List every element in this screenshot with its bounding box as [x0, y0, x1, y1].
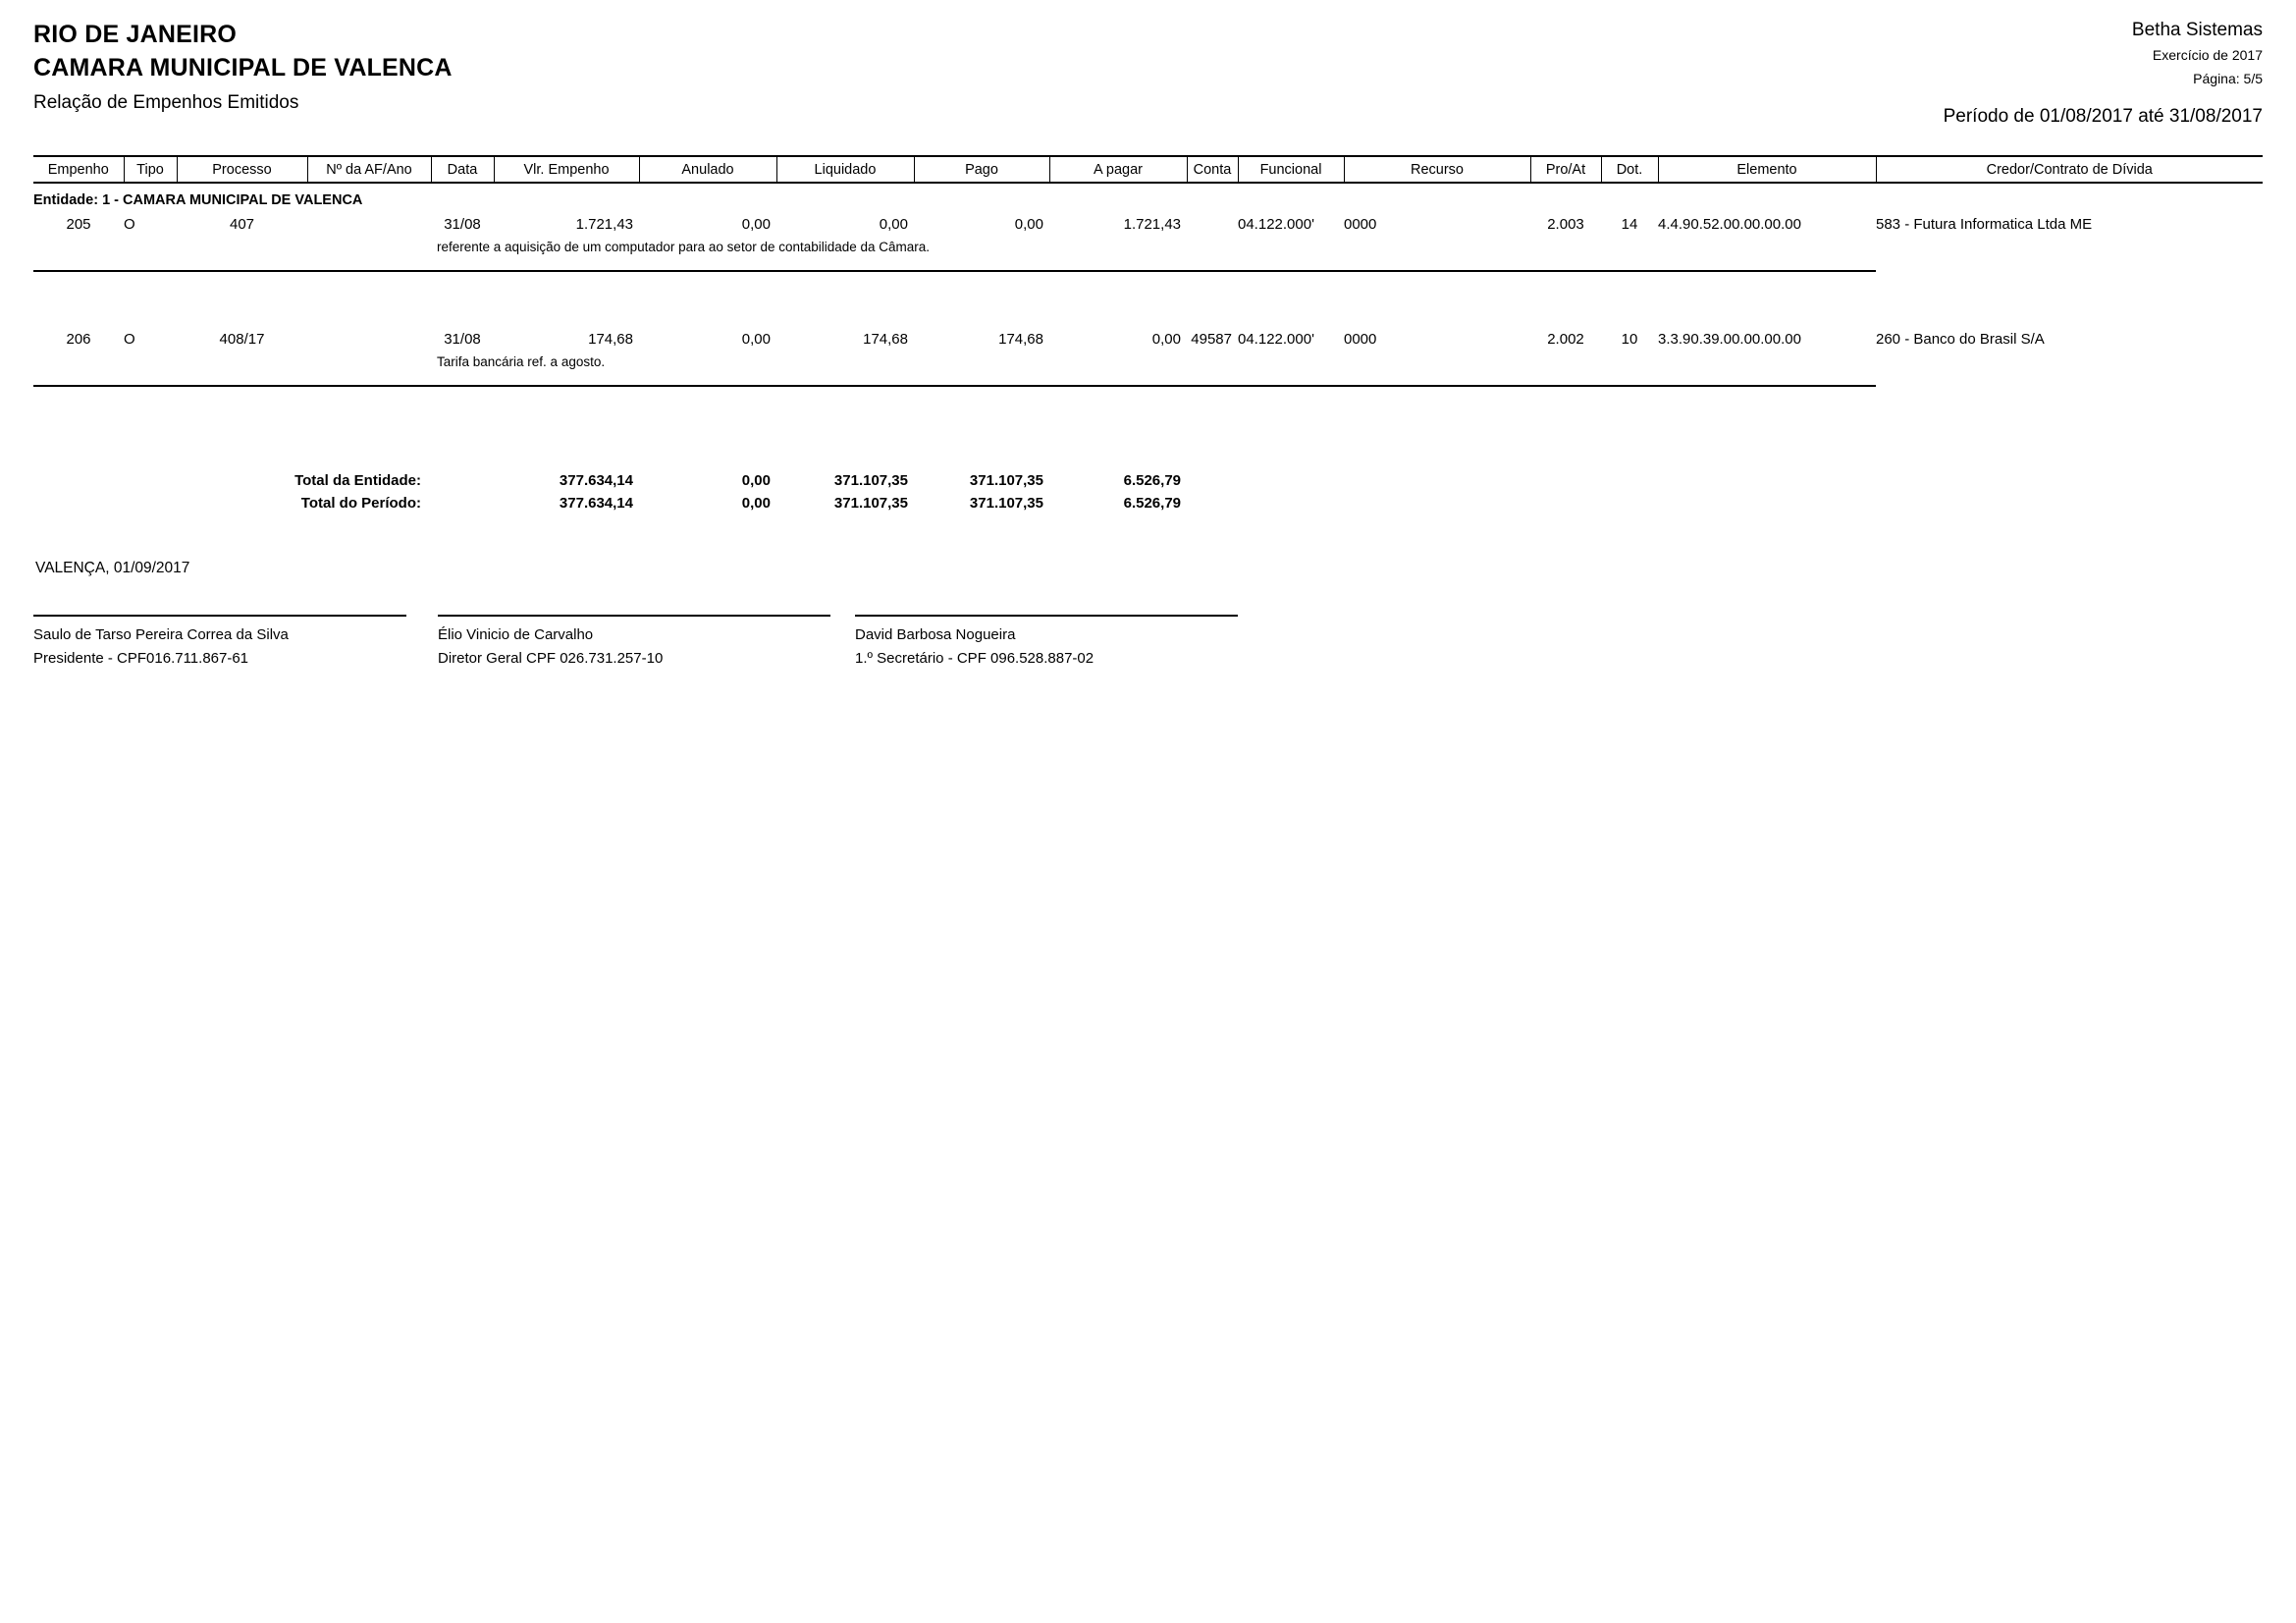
col-header-pago: Pago [914, 156, 1049, 183]
row-spacer [33, 272, 2263, 329]
state-name: RIO DE JANEIRO [33, 21, 237, 48]
total-entity-label: Total da Entidade: [294, 472, 421, 489]
cell-vlr-empenho: 1.721,43 [575, 216, 633, 233]
empenhos-table [33, 155, 2263, 514]
cell-pago: 174,68 [998, 331, 1043, 348]
signature-line [33, 615, 406, 617]
table-row [33, 329, 2263, 350]
brand-label: Betha Sistemas [2131, 20, 2263, 40]
report-header [33, 18, 2263, 155]
col-header-tipo: Tipo [124, 156, 177, 183]
total-period-liquidado: 371.107,35 [833, 495, 908, 512]
cell-pro-at: 2.003 [1547, 216, 1584, 233]
col-header-dot: Dot. [1601, 156, 1658, 183]
signature-line [438, 615, 830, 617]
col-header-vlr-empenho: Vlr. Empenho [494, 156, 639, 183]
cell-anulado: 0,00 [741, 216, 771, 233]
cell-data: 31/08 [444, 331, 481, 348]
cell-funcional: 04.122.000' [1238, 331, 1314, 348]
cell-liquidado: 174,68 [863, 331, 908, 348]
totals-row [33, 492, 2263, 514]
cell-vlr-empenho: 174,68 [588, 331, 633, 348]
table-row-description [33, 235, 2263, 258]
signature-block-diretor-geral [438, 609, 830, 671]
entity-group-label: Entidade: 1 - CAMARA MUNICIPAL DE VALENCA [33, 192, 363, 208]
header-left-block [33, 18, 453, 118]
total-period-vlr-empenho: 377.634,14 [559, 495, 633, 512]
cell-anulado: 0,00 [741, 331, 771, 348]
col-header-a-pagar: A pagar [1049, 156, 1187, 183]
total-entity-anulado: 0,00 [741, 472, 771, 489]
row-separator [33, 258, 2263, 272]
cell-processo: 408/17 [219, 331, 265, 348]
cell-empenho: 205 [66, 216, 91, 233]
entity-title: CAMARA MUNICIPAL DE VALENCA [33, 54, 453, 81]
cell-pro-at: 2.002 [1547, 331, 1584, 348]
cell-af-ano [307, 214, 431, 235]
table-row-description [33, 350, 2263, 373]
col-header-funcional: Funcional [1238, 156, 1344, 183]
exercise-label: Exercício de 2017 [2152, 47, 2263, 63]
col-header-anulado: Anulado [639, 156, 776, 183]
totals-row [33, 469, 2263, 492]
period-label: Período de 01/08/2017 até 31/08/2017 [1943, 106, 2263, 127]
cell-conta: 49587 [1191, 331, 1232, 348]
cell-liquidado: 0,00 [879, 216, 908, 233]
cell-processo: 407 [229, 216, 255, 233]
cell-elemento: 4.4.90.52.00.00.00.00 [1658, 216, 1801, 233]
col-header-af-ano: Nº da AF/Ano [307, 156, 431, 183]
total-period-a-pagar: 6.526,79 [1123, 495, 1181, 512]
cell-tipo: O [124, 331, 135, 348]
signature-block-secretario [855, 609, 1238, 671]
cell-a-pagar: 0,00 [1151, 331, 1181, 348]
signatory-name: Saulo de Tarso Pereira Correa da Silva [33, 626, 289, 643]
col-header-pro-at: Pro/At [1530, 156, 1601, 183]
signatures-block [33, 609, 2263, 671]
col-header-conta: Conta [1187, 156, 1238, 183]
signatory-role: Diretor Geral CPF 026.731.257-10 [438, 650, 664, 667]
cell-pago: 0,00 [1014, 216, 1043, 233]
cell-funcional: 04.122.000' [1238, 216, 1314, 233]
cell-recurso: 0000 [1344, 331, 1377, 348]
col-header-empenho: Empenho [33, 156, 124, 183]
table-row [33, 214, 2263, 235]
cell-credor: 583 - Futura Informatica Ltda ME [1876, 216, 2093, 233]
col-header-liquidado: Liquidado [776, 156, 914, 183]
col-header-recurso: Recurso [1344, 156, 1530, 183]
signature-line [855, 615, 1238, 617]
row-separator [33, 373, 2263, 387]
col-header-data: Data [431, 156, 494, 183]
place-and-date: VALENÇA, 01/09/2017 [35, 560, 190, 576]
cell-dot: 10 [1621, 331, 1638, 348]
cell-conta [1187, 214, 1238, 235]
cell-tipo: O [124, 216, 135, 233]
cell-descricao: Tarifa bancária ref. a agosto. [437, 354, 606, 369]
total-entity-a-pagar: 6.526,79 [1123, 472, 1181, 489]
cell-descricao: referente a aquisição de um computador para ao setor de contabilidade da Câmara. [437, 240, 931, 254]
total-period-anulado: 0,00 [741, 495, 771, 512]
total-entity-liquidado: 371.107,35 [833, 472, 908, 489]
signatory-name: David Barbosa Nogueira [855, 626, 1016, 643]
cell-elemento: 3.3.90.39.00.00.00.00 [1658, 331, 1801, 348]
total-period-label: Total do Período: [300, 495, 421, 512]
cell-af-ano [307, 329, 431, 350]
signatory-role: 1.º Secretário - CPF 096.528.887-02 [855, 650, 1095, 667]
cell-recurso: 0000 [1344, 216, 1377, 233]
total-period-pago: 371.107,35 [969, 495, 1043, 512]
cell-credor: 260 - Banco do Brasil S/A [1876, 331, 2045, 348]
report-title: Relação de Empenhos Emitidos [33, 92, 299, 113]
header-right-block [1944, 18, 2263, 132]
signatory-name: Élio Vinicio de Carvalho [438, 626, 594, 643]
cell-a-pagar: 1.721,43 [1123, 216, 1181, 233]
col-header-credor: Credor/Contrato de Dívida [1876, 156, 2263, 183]
signature-block-presidente [33, 609, 406, 671]
total-entity-pago: 371.107,35 [969, 472, 1043, 489]
col-header-elemento: Elemento [1658, 156, 1876, 183]
signatory-role: Presidente - CPF016.711.867-61 [33, 650, 249, 667]
page-number-label: Página: 5/5 [2193, 71, 2263, 86]
cell-dot: 14 [1621, 216, 1638, 233]
col-header-processo: Processo [177, 156, 307, 183]
total-entity-vlr-empenho: 377.634,14 [559, 472, 633, 489]
cell-data: 31/08 [444, 216, 481, 233]
table-header-row [33, 156, 2263, 183]
cell-empenho: 206 [66, 331, 91, 348]
entity-group-row [33, 183, 2263, 214]
totals-spacer [33, 387, 2263, 469]
